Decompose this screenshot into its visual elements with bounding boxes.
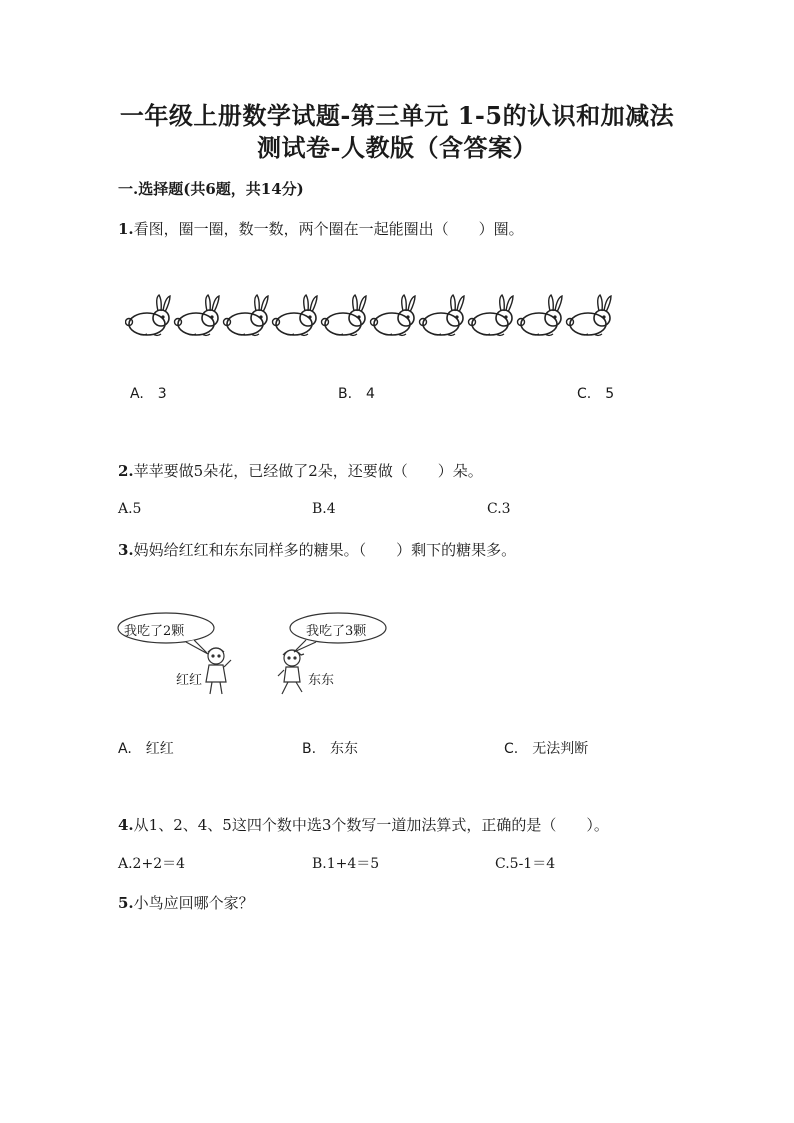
q3-option-c[interactable]: C. 无法判断 — [504, 741, 589, 757]
girl-figure — [206, 648, 231, 694]
doc-title-line1: 一年级上册数学试题-第三单元 1-5的认识和加减法 — [119, 101, 675, 130]
q2-option-c[interactable]: C.3 — [487, 501, 511, 517]
q4-option-a[interactable]: A.2+2＝4 — [118, 856, 186, 872]
question-4 — [118, 814, 609, 835]
q1-option-a[interactable]: A. 3 — [130, 386, 167, 402]
q2-option-b[interactable]: B.4 — [312, 501, 336, 517]
rabbit-icon — [126, 295, 171, 336]
question-number: 1. — [118, 220, 134, 238]
name-label-hong: 红红 — [176, 673, 203, 688]
doc-title-line2: 测试卷-人教版（含答案） — [257, 133, 537, 162]
question-3 — [118, 539, 516, 560]
question-text: 看图，圈一圈，数一数，两个圈在一起能圈出（ ）圈。 — [133, 220, 524, 238]
rabbit-icon — [224, 295, 269, 336]
question-text: 苹苹要做5朵花，已经做了2朵，还要做（ ）朵。 — [133, 462, 483, 480]
rabbit-icon — [518, 295, 563, 336]
question-1 — [118, 218, 524, 239]
speech-bubble-right: 我吃了3颗 — [306, 624, 367, 639]
rabbit-icon — [567, 295, 612, 336]
speech-bubble-left: 我吃了2颗 — [124, 624, 185, 639]
rabbit-icon — [175, 295, 220, 336]
question-text: 小鸟应回哪个家？ — [133, 894, 254, 912]
q3-option-a[interactable]: A. 红红 — [118, 741, 174, 757]
boy-figure — [278, 650, 304, 694]
q1-option-c[interactable]: C. 5 — [577, 386, 615, 402]
question-number: 3. — [118, 541, 134, 559]
rabbit-icon — [273, 295, 318, 336]
q1-option-b[interactable]: B. 4 — [338, 386, 375, 402]
question-5 — [118, 892, 254, 913]
question-text: 妈妈给红红和东东同样多的糖果。（ ）剩下的糖果多。 — [133, 541, 517, 559]
question-text: 从1、2、4、5这四个数中选3个数写一道加法算式，正确的是（ ）。 — [133, 816, 609, 834]
rabbit-icon — [420, 295, 465, 336]
q4-option-b[interactable]: B.1+4＝5 — [312, 856, 380, 872]
rabbits-figure — [125, 292, 625, 342]
q4-option-c[interactable]: C.5-1＝4 — [495, 856, 556, 872]
question-2 — [118, 460, 483, 481]
rabbit-icon — [469, 295, 514, 336]
question-number: 5. — [118, 894, 134, 912]
rabbit-icon — [322, 295, 367, 336]
question-number: 4. — [118, 816, 134, 834]
rabbit-icon — [371, 295, 416, 336]
name-label-dong: 东东 — [308, 673, 335, 688]
question-number: 2. — [118, 462, 134, 480]
section-heading: 一.选择题(共6题，共14分) — [118, 180, 304, 198]
q3-option-b[interactable]: B. 东东 — [302, 741, 359, 757]
q2-option-a[interactable]: A.5 — [118, 501, 142, 517]
